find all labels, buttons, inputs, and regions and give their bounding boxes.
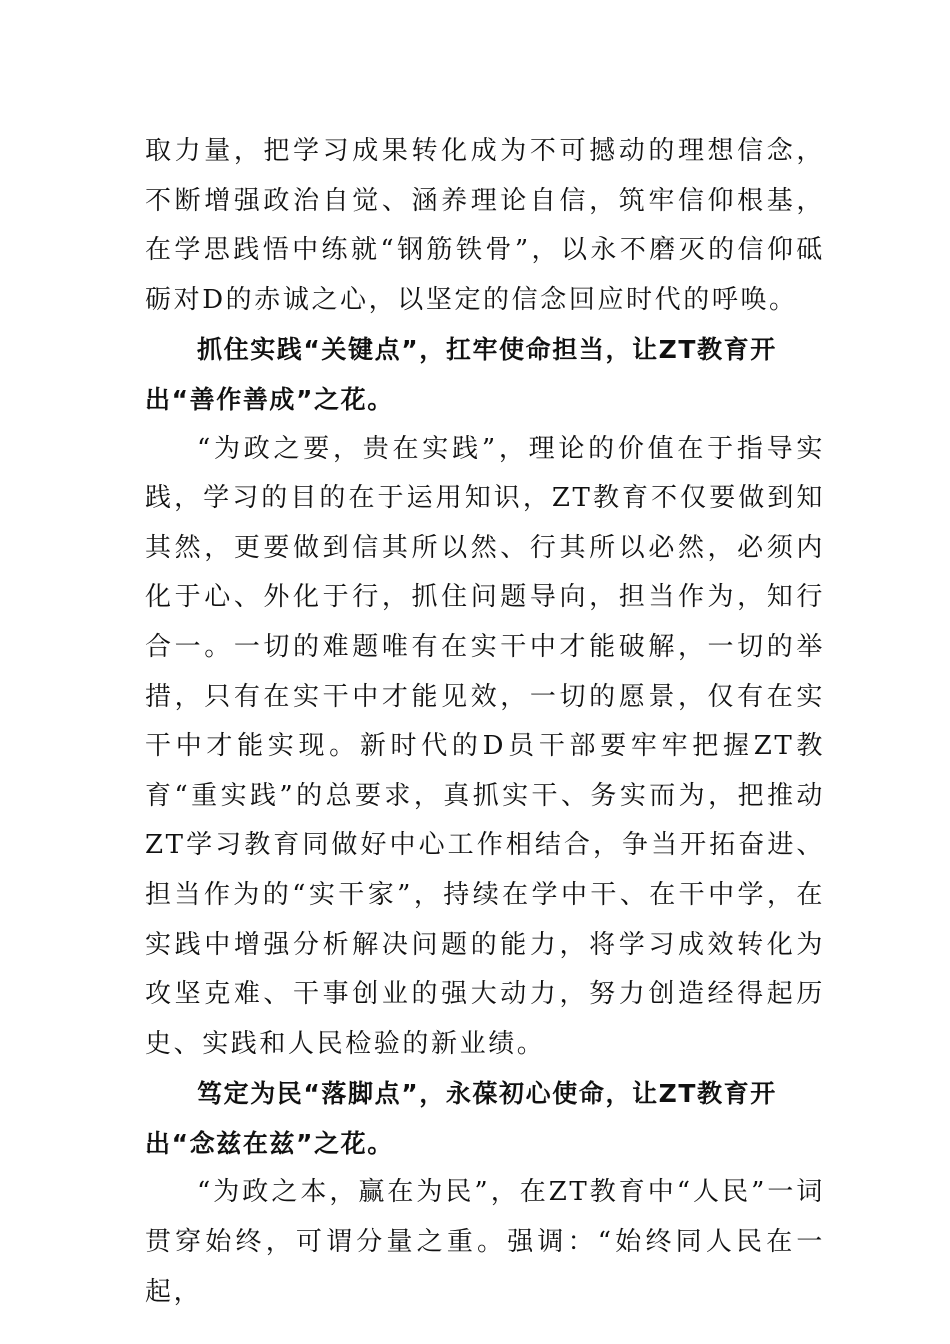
document-body (145, 127, 825, 1317)
section-heading-practice: 抓住实践“关键点”，扛牢使命担当，让ZT教育开出“善作善成”之花。 (145, 335, 777, 414)
paragraph-practice: “为政之要，贵在实践”，理论的价值在于指导实践，学习的目的在于运用知识，ZT教育不仅要做到知其然，更要做到信其所以然、行其所以必然，必须内化于心、外化于行，抓住问题导向，担当作为，知行合一。一切的难题唯有在实干中才能破解，一切的举措，只有在实干中才能见效，一切的愿景，仅有在实干中才能实现。新时代的D员干部要牢牢把握ZT教育“重实践”的总要求，真抓实干、务实而为，把推动ZT学习教育同做好中心工作相结合，争当开拓奋进、担当作为的“实干家”，持续在学中干、在干中学，在实践中增强分析解决问题的能力，将学习成效转化为攻坚克难、干事创业的强大动力，努力创造经得起历史、实践和人民检验的新业绩。 (145, 433, 825, 1059)
paragraph-people: “为政之本，赢在为民”，在ZT教育中“人民”一词贯穿始终，可谓分量之重。强调：“始终同人民在一起， (145, 1177, 825, 1307)
paragraph-continued: 取力量，把学习成果转化成为不可撼动的理想信念，不断增强政治自觉、涵养理论自信，筑牢信仰根基，在学思践悟中练就“钢筋铁骨”，以永不磨灭的信仰砥砺对D的赤诚之心，以坚定的信念回应时代的呼唤。 (145, 136, 826, 315)
section-heading-people: 笃定为民“落脚点”，永葆初心使命，让ZT教育开出“念兹在兹”之花。 (145, 1079, 777, 1158)
